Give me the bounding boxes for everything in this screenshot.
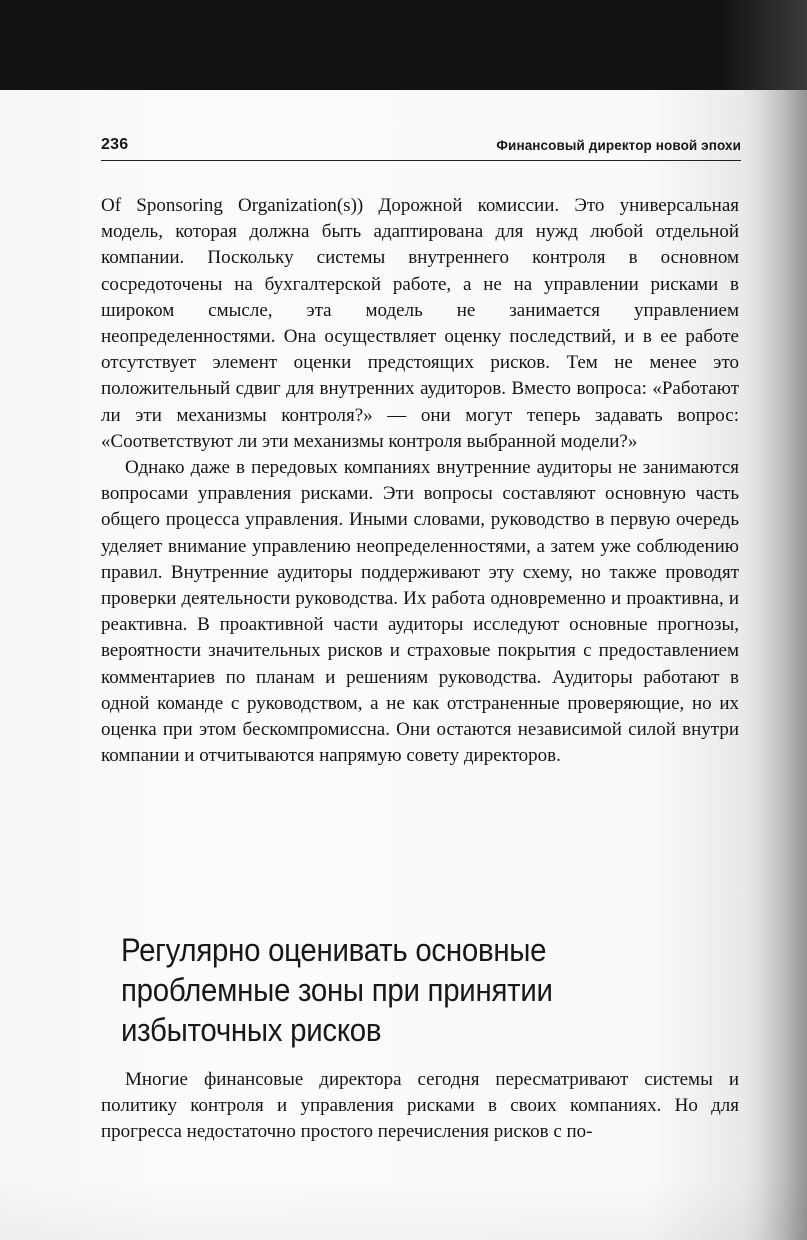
body-text <box>101 193 739 769</box>
paragraph-1: Of Sponsoring Organization(s)) Дорожной комиссии. Это универсальная модель, которая должна быть адаптирована для нужд любой отдельной компании. Поскольку системы внутреннего контроля в основном сосредоточены на бухгалтерской работе, а не на управлении рисками в широком смысле, эта модель не занимается управлением неопределенностями. Она осуществляет оценку последствий, и в ее работе отсутствует элемент оценки предстоящих рисков. Тем не менее это положительный сдвиг для внутренних аудиторов. Вместо вопроса: «Работают ли эти механизмы контроля?» — они могут теперь задавать вопрос: «Соответствуют ли эти механизмы контроля выбранной модели?» <box>101 195 739 452</box>
page-number: 236 <box>101 136 129 153</box>
section-heading: Регулярно оценивать основные проблемные зоны при принятии избыточных рисков <box>121 932 553 1048</box>
section-text <box>101 1067 739 1146</box>
book-title: Финансовый директор новой эпохи <box>496 138 741 153</box>
page-bottom-shade <box>0 1180 807 1240</box>
scan-band-shade <box>720 0 807 90</box>
paragraph-2: Однако даже в передовых компаниях внутренние аудиторы не занимаются вопросами управления рисками. Эти вопросы составляют основную часть общего процесса управления. Иными словами, руководство в первую очередь уделяет внимание управлению неопределенностями, а затем уже соблюдению правил. Внутренние аудиторы поддерживают эту схему, но также проводят проверки деятельности руководства. Их работа одновременно и проактивна, и реактивна. В проактивной части аудиторы исследуют основные прогнозы, вероятности значительных рисков и страховые покрытия с предоставлением комментариев по планам и решениям руководства. Аудиторы работают в одной команде с руководством, а не как отстраненные проверяющие, но их оценка при этом бескомпромиссна. Они остаются независимой силой внутри компании и отчитываются напрямую совету директоров. <box>101 457 739 767</box>
page-edge-shadow <box>760 90 807 1240</box>
running-head <box>101 134 741 161</box>
section-paragraph-1: Многие финансовые директора сегодня пересматривают системы и политику контроля и управления рисками в своих компаниях. Но для прогресса недостаточно простого перечисления рисков с по- <box>101 1069 739 1143</box>
scan-dark-band <box>0 0 807 90</box>
